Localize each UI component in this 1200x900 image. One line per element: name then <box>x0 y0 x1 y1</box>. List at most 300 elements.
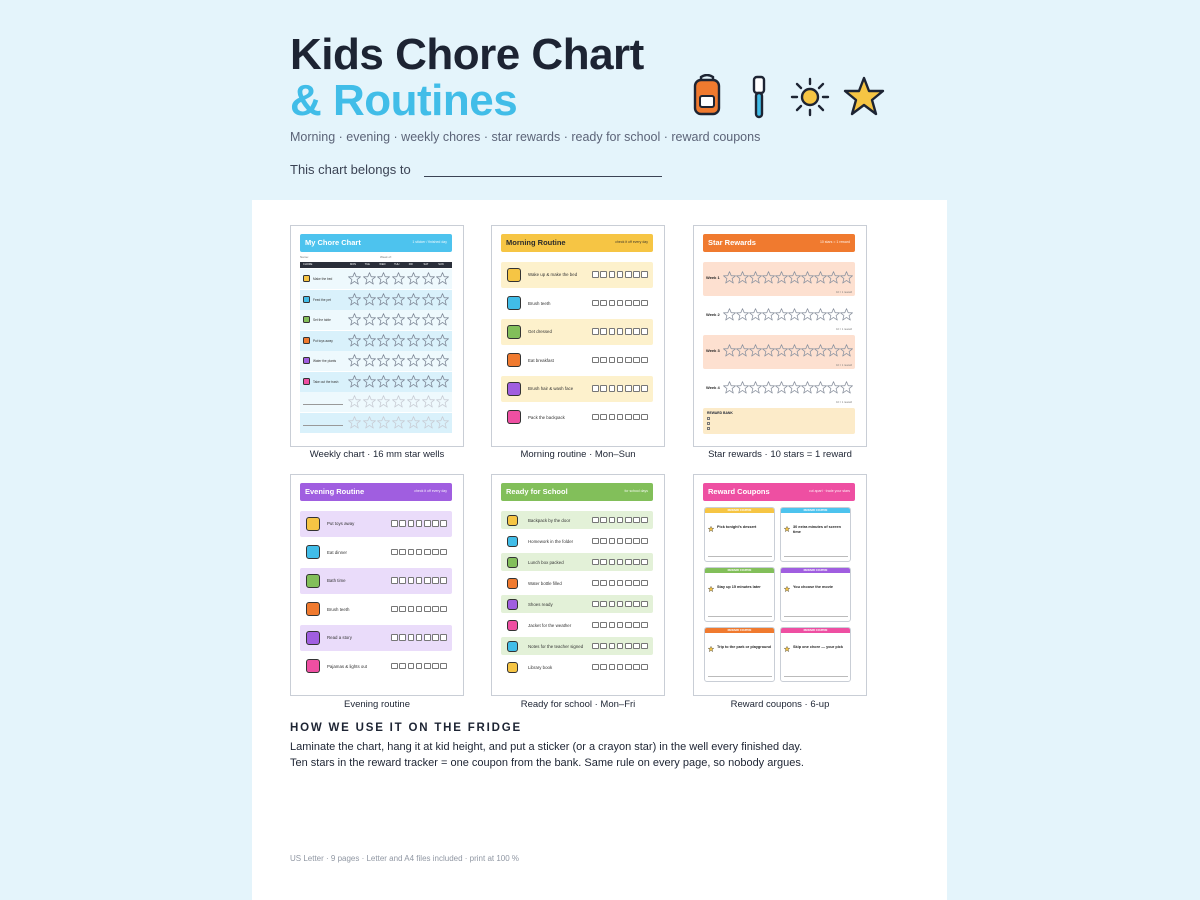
day-checkbox <box>600 271 607 278</box>
star-well <box>348 416 361 434</box>
reward-star-well <box>801 271 814 289</box>
chore-icon <box>303 296 310 303</box>
chore-row <box>300 269 452 289</box>
star-well <box>348 334 361 352</box>
reward-star-well <box>723 344 736 362</box>
task-label: Bath time <box>327 578 346 584</box>
star-well <box>363 395 376 413</box>
coupon <box>780 507 851 562</box>
day-checkbox <box>641 538 648 545</box>
star-well <box>348 354 361 372</box>
preview-morning-routine[interactable] <box>491 225 665 447</box>
coupon-signature-line <box>784 555 848 557</box>
chore-row <box>300 392 452 412</box>
coupon <box>780 627 851 682</box>
day-checkbox <box>391 663 398 670</box>
reward-star-well <box>840 308 853 326</box>
coupon-signature-line <box>708 675 772 677</box>
day-checkbox <box>440 577 447 584</box>
star-well <box>377 416 390 434</box>
star-well <box>436 293 449 311</box>
task-icon <box>306 517 320 531</box>
day-checkbox <box>617 414 624 421</box>
preview-star-rewards[interactable] <box>693 225 867 447</box>
day-checkbox <box>633 601 640 608</box>
star-well <box>407 293 420 311</box>
reward-star-well <box>762 271 775 289</box>
day-checkbox <box>633 580 640 587</box>
reward-star-well <box>775 308 788 326</box>
day-checkbox <box>592 414 599 421</box>
week-label: Week 3 <box>706 348 720 353</box>
coupon-star-icon <box>708 586 714 594</box>
preview-title: Morning Routine <box>506 238 566 247</box>
chore-column-label: WED <box>379 263 386 266</box>
chore-row <box>300 310 452 330</box>
day-checkbox <box>600 517 607 524</box>
day-checkboxes <box>391 634 447 641</box>
day-checkbox <box>617 357 624 364</box>
footer-specs: US Letter · 9 pages · Letter and A4 files included · print at 100 % <box>290 854 520 863</box>
day-checkbox <box>408 520 415 527</box>
week-note: 10 = 1 reward <box>836 291 852 294</box>
day-checkbox <box>617 300 624 307</box>
task-icon <box>306 545 320 559</box>
coupon-star-icon <box>708 646 714 654</box>
star-well <box>363 272 376 290</box>
day-checkbox <box>432 663 439 670</box>
star-well <box>422 272 435 290</box>
caption-morning: Morning routine · Mon–Sun <box>520 449 636 460</box>
day-checkbox <box>440 663 447 670</box>
task-label: Brush teeth <box>327 606 350 612</box>
coupon-star-icon <box>784 586 790 594</box>
task-icon <box>507 641 518 652</box>
routine-row <box>300 511 452 537</box>
reward-star-well <box>801 344 814 362</box>
day-checkboxes <box>592 385 648 392</box>
day-checkbox <box>424 520 431 527</box>
day-checkbox <box>432 634 439 641</box>
day-checkbox <box>633 622 640 629</box>
reward-star-well <box>723 308 736 326</box>
day-checkbox <box>592 328 599 335</box>
star-well <box>392 313 405 331</box>
day-checkboxes <box>592 622 648 629</box>
product-page <box>252 0 947 900</box>
day-checkbox <box>633 271 640 278</box>
day-checkboxes <box>592 559 648 566</box>
star-well <box>392 395 405 413</box>
preview-header <box>703 483 855 501</box>
task-icon <box>306 602 320 616</box>
task-icon <box>306 659 320 673</box>
day-checkbox <box>600 559 607 566</box>
chore-icon <box>303 337 310 344</box>
day-checkbox <box>625 622 632 629</box>
star-well <box>407 334 420 352</box>
caption-evening: Evening routine <box>343 699 411 710</box>
day-checkbox <box>592 580 599 587</box>
day-checkbox <box>440 520 447 527</box>
day-checkbox <box>625 664 632 671</box>
task-icon <box>507 268 521 282</box>
day-checkbox <box>592 385 599 392</box>
day-checkbox <box>617 517 624 524</box>
week-label: Week 4 <box>706 384 720 390</box>
day-checkbox <box>408 634 415 641</box>
name-line <box>424 176 662 177</box>
preview-tag: check it off every day <box>615 240 648 244</box>
day-checkbox <box>609 643 616 650</box>
day-checkbox <box>617 643 624 650</box>
routine-row <box>501 637 653 655</box>
reward-star-well <box>749 308 762 326</box>
task-icon <box>507 662 518 673</box>
preview-evening-routine[interactable] <box>290 474 464 696</box>
caption-coupons: Reward coupons · 6-up <box>730 699 830 710</box>
coupon-signature-line <box>708 615 772 617</box>
day-checkbox <box>600 622 607 629</box>
coupon-band: REWARD COUPON <box>781 508 850 513</box>
day-checkboxes <box>592 271 648 278</box>
reward-star-well <box>723 381 736 399</box>
day-checkbox <box>440 606 447 613</box>
reward-star-well <box>814 381 827 399</box>
reward-star-well <box>801 381 814 399</box>
task-icon <box>507 578 518 589</box>
day-checkbox <box>609 601 616 608</box>
reward-star-well <box>788 308 801 326</box>
task-icon <box>507 557 518 568</box>
task-icon <box>507 296 521 310</box>
caption-school: Ready for school · Mon–Fri <box>520 699 636 710</box>
reward-star-well <box>840 271 853 289</box>
routine-row <box>501 319 653 345</box>
reward-star-well <box>801 308 814 326</box>
day-checkbox <box>609 517 616 524</box>
task-label: Homework in the folder <box>528 538 574 544</box>
preview-header <box>300 483 452 501</box>
coupon-signature-line <box>784 615 848 617</box>
star-week-row <box>703 335 855 369</box>
day-checkboxes <box>592 357 648 364</box>
day-checkbox <box>633 328 640 335</box>
day-checkbox <box>592 271 599 278</box>
task-icon <box>507 325 521 339</box>
routine-row <box>300 568 452 594</box>
chore-icon <box>303 316 310 323</box>
day-checkbox <box>633 538 640 545</box>
routine-row <box>501 595 653 613</box>
day-checkbox <box>633 643 640 650</box>
day-checkbox <box>633 300 640 307</box>
preview-header <box>501 483 653 501</box>
star-well <box>363 293 376 311</box>
page-title: Kids Chore Chart <box>290 30 644 79</box>
chore-column-label: TUE <box>364 263 370 266</box>
star-well <box>363 334 376 352</box>
day-checkbox <box>617 538 624 545</box>
task-icon <box>507 382 521 396</box>
star-well <box>377 313 390 331</box>
star-well <box>392 354 405 372</box>
star-well <box>363 375 376 393</box>
task-label: Library book <box>528 664 553 670</box>
routine-row <box>501 616 653 634</box>
page-subtitle: Morning · evening · weekly chores · star rewards · ready for school · reward coupons <box>290 130 761 144</box>
day-checkbox <box>641 580 648 587</box>
reward-star-well <box>840 381 853 399</box>
coupon <box>704 627 775 682</box>
reward-star-well <box>827 271 840 289</box>
day-checkboxes <box>391 520 447 527</box>
preview-tag: 10 stars = 1 reward <box>819 240 850 244</box>
task-icon <box>507 353 521 367</box>
day-checkbox <box>625 559 632 566</box>
day-checkbox <box>592 664 599 671</box>
day-checkbox <box>609 385 616 392</box>
day-checkbox <box>399 634 406 641</box>
day-checkbox <box>625 357 632 364</box>
routine-row <box>501 658 653 676</box>
coupon-band: REWARD COUPON <box>781 628 850 633</box>
day-checkbox <box>424 663 431 670</box>
chore-column-label: FRI <box>408 263 413 266</box>
task-label: Eat breakfast <box>528 357 554 363</box>
routine-row <box>501 262 653 288</box>
star-well <box>422 354 435 372</box>
reward-star-well <box>762 344 775 362</box>
task-label: Put toys away <box>327 521 355 527</box>
reward-star-well <box>788 271 801 289</box>
coupon-band: REWARD COUPON <box>781 568 850 573</box>
preview-title: Reward Coupons <box>708 487 770 496</box>
day-checkbox <box>391 520 398 527</box>
coupon-text: Trip to the park or playground <box>717 645 772 649</box>
coupon-star-icon <box>708 526 714 534</box>
day-checkboxes <box>391 549 447 556</box>
chore-column-label: MON <box>350 263 357 266</box>
star-well <box>436 416 449 434</box>
star-week-row <box>703 372 855 406</box>
coupon-signature-line <box>708 555 772 557</box>
day-checkbox <box>432 520 439 527</box>
hero-banner <box>252 0 947 200</box>
page-title-accent: & Routines <box>290 76 518 125</box>
reward-bank <box>703 408 855 434</box>
reward-star-well <box>749 344 762 362</box>
reward-star-well <box>775 271 788 289</box>
day-checkbox <box>416 520 423 527</box>
routine-row <box>300 654 452 680</box>
reward-star-well <box>814 308 827 326</box>
task-label: Lunch box packed <box>528 559 564 565</box>
day-checkbox <box>617 271 624 278</box>
reward-star-well <box>749 381 762 399</box>
week-note: 10 = 1 reward <box>836 327 852 331</box>
reward-star-well <box>827 381 840 399</box>
day-checkbox <box>592 643 599 650</box>
coupon-text: 30 extra minutes of screen time <box>793 525 841 534</box>
day-checkbox <box>641 414 648 421</box>
routine-row <box>300 540 452 566</box>
task-label: Eat dinner <box>327 549 348 555</box>
reward-star-well <box>788 381 801 399</box>
preview-header <box>703 234 855 252</box>
day-checkbox <box>600 664 607 671</box>
day-checkboxes <box>391 606 447 613</box>
routine-row <box>501 532 653 550</box>
day-checkbox <box>633 517 640 524</box>
star-well <box>422 293 435 311</box>
day-checkbox <box>625 414 632 421</box>
routine-row <box>501 376 653 402</box>
day-checkbox <box>416 606 423 613</box>
day-checkbox <box>399 549 406 556</box>
chore-icon <box>303 378 310 385</box>
day-checkbox <box>424 577 431 584</box>
day-checkbox <box>641 328 648 335</box>
day-checkboxes <box>592 580 648 587</box>
day-checkbox <box>416 663 423 670</box>
day-checkboxes <box>592 517 648 524</box>
day-checkbox <box>609 622 616 629</box>
day-checkbox <box>408 606 415 613</box>
preview-title: Ready for School <box>506 487 568 496</box>
coupon-band: REWARD COUPON <box>705 568 774 573</box>
reward-star-well <box>736 308 749 326</box>
day-checkbox <box>424 606 431 613</box>
star-well <box>407 272 420 290</box>
day-checkboxes <box>592 414 648 421</box>
day-checkbox <box>641 271 648 278</box>
coupon-band: REWARD COUPON <box>705 628 774 633</box>
preview-ready-for-school[interactable] <box>491 474 665 696</box>
day-checkbox <box>592 357 599 364</box>
week-label: Week 2 <box>706 311 720 317</box>
day-checkbox <box>399 663 406 670</box>
day-checkbox <box>617 328 624 335</box>
task-icon <box>306 631 320 645</box>
week-note: 10 = 1 reward <box>836 400 852 404</box>
day-checkboxes <box>592 328 648 335</box>
star-well <box>363 354 376 372</box>
task-label: Pack the backpack <box>528 414 565 420</box>
day-checkbox <box>399 606 406 613</box>
chore-label: Feed the pet <box>313 297 331 302</box>
day-checkbox <box>625 601 632 608</box>
task-icon <box>507 599 518 610</box>
preview-title: My Chore Chart <box>305 238 361 247</box>
backpack-icon <box>695 75 719 114</box>
preview-chore-chart[interactable] <box>290 225 464 447</box>
day-checkbox <box>592 559 599 566</box>
reward-star-well <box>736 344 749 362</box>
star-well <box>436 334 449 352</box>
routine-row <box>300 625 452 651</box>
task-icon <box>507 410 521 424</box>
star-well <box>348 313 361 331</box>
task-label: Brush teeth <box>528 300 551 306</box>
caption-chore: Weekly chart · 16 mm star wells <box>309 449 445 460</box>
task-label: Read a story <box>327 635 352 641</box>
coupon-star-icon <box>784 526 790 534</box>
reward-star-well <box>762 308 775 326</box>
task-label: Pajamas & lights out <box>327 663 368 669</box>
day-checkbox <box>600 300 607 307</box>
chore-label: Water the plants <box>313 359 337 363</box>
day-checkbox <box>625 300 632 307</box>
day-checkbox <box>641 664 648 671</box>
preview-reward-coupons[interactable] <box>693 474 867 696</box>
chore-icon <box>303 275 310 282</box>
preview-header <box>300 234 452 252</box>
day-checkbox <box>633 559 640 566</box>
day-checkbox <box>641 385 648 392</box>
name-week-line <box>300 255 452 261</box>
day-checkbox <box>399 577 406 584</box>
day-checkbox <box>592 601 599 608</box>
star-well <box>363 416 376 434</box>
day-checkbox <box>633 414 640 421</box>
day-checkbox <box>625 580 632 587</box>
day-checkbox <box>625 643 632 650</box>
day-checkbox <box>391 634 398 641</box>
day-checkbox <box>600 328 607 335</box>
chore-table-head <box>300 262 452 268</box>
day-checkbox <box>617 385 624 392</box>
week-label: Week of: <box>380 255 392 259</box>
toothbrush-icon <box>754 77 764 117</box>
star-well <box>348 272 361 290</box>
task-icon <box>507 515 518 526</box>
star-well <box>422 334 435 352</box>
chore-label: Set the table <box>313 318 331 322</box>
day-checkbox <box>600 601 607 608</box>
day-checkbox <box>600 357 607 364</box>
task-icon <box>306 574 320 588</box>
star-well <box>422 416 435 434</box>
how-line-2: Ten stars in the reward tracker = one coupon from the bank. Same rule on every page, so nobody argues. <box>290 757 804 769</box>
star-icon <box>845 78 883 114</box>
star-well <box>392 334 405 352</box>
preview-title: Star Rewards <box>708 238 756 247</box>
day-checkbox <box>633 385 640 392</box>
day-checkbox <box>641 559 648 566</box>
reward-star-well <box>788 344 801 362</box>
star-well <box>436 313 449 331</box>
task-label: Notes for the teacher signed <box>528 643 584 649</box>
how-heading: HOW WE USE IT ON THE FRIDGE <box>290 722 522 734</box>
day-checkbox <box>641 622 648 629</box>
sun-icon <box>792 79 828 115</box>
task-icon <box>507 536 518 547</box>
star-well <box>377 375 390 393</box>
star-well <box>407 354 420 372</box>
day-checkbox <box>391 549 398 556</box>
day-checkbox <box>609 357 616 364</box>
coupon-signature-line <box>784 675 848 677</box>
week-note: 10 = 1 reward <box>836 364 852 367</box>
chore-label: Make the bed <box>313 277 333 281</box>
reward-star-well <box>736 271 749 289</box>
day-checkbox <box>408 549 415 556</box>
day-checkbox <box>625 385 632 392</box>
coupon-text: Skip one chore — your pick <box>793 645 844 649</box>
chore-row <box>300 372 452 392</box>
coupon-text: You choose the movie <box>793 585 834 589</box>
